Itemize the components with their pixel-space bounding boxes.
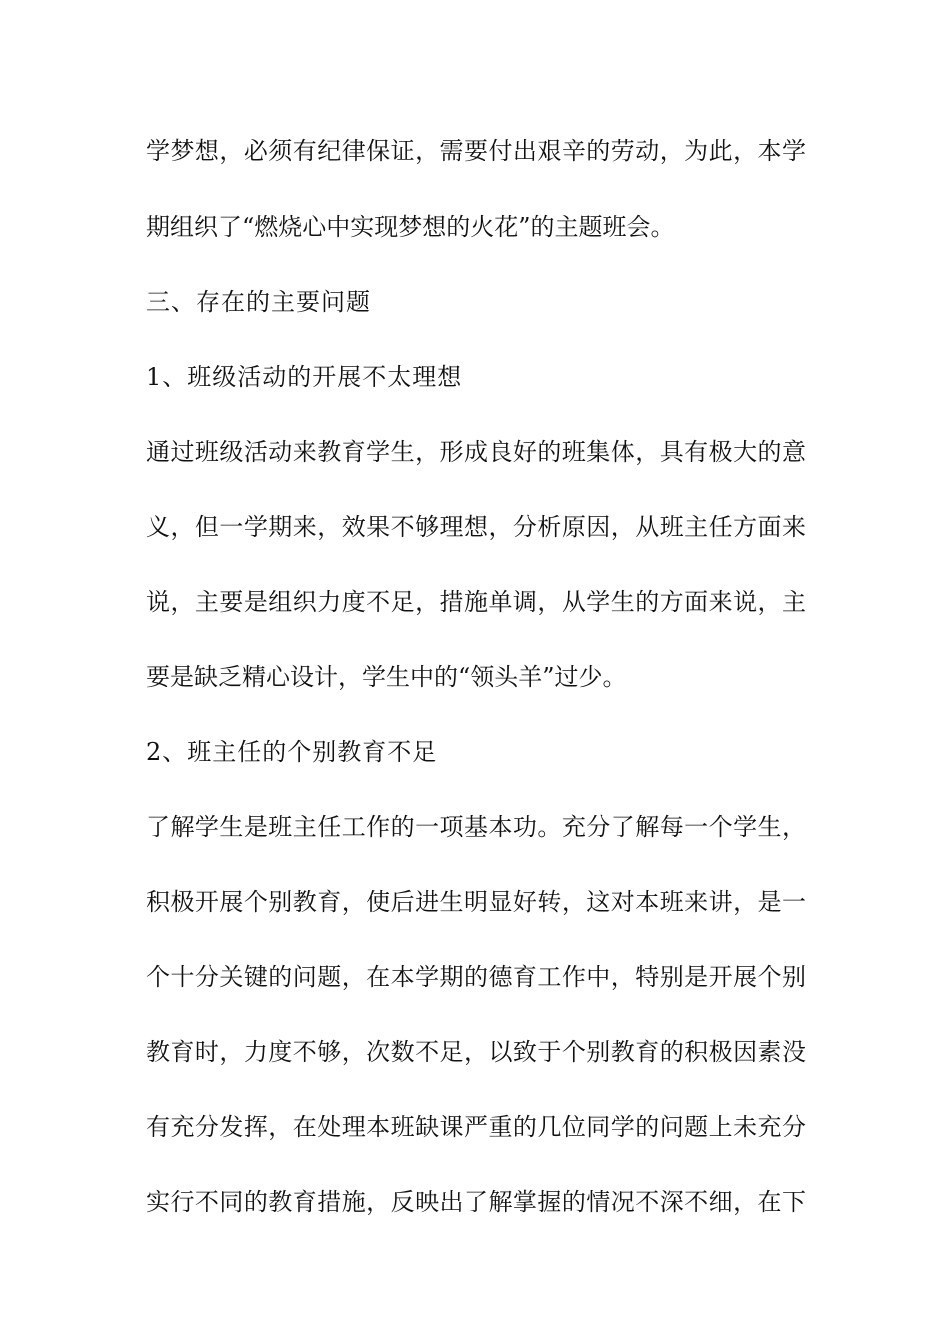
text-line-11: 积极开展个别教育，使后进生明显好转，这对本班来讲，是一 <box>146 888 806 916</box>
text-line-14: 有充分发挥，在处理本班缺课严重的几位同学的问题上未充分 <box>146 1113 806 1141</box>
text-line-12: 个十分关键的问题，在本学期的德育工作中，特别是开展个别 <box>146 963 806 991</box>
text-line-8: 要是缺乏精心设计，学生中的“领头羊”过少。 <box>146 663 627 691</box>
text-line-1: 学梦想，必须有纪律保证，需要付出艰辛的劳动，为此，本学 <box>146 137 806 165</box>
text-line-15: 实行不同的教育措施，反映出了解掌握的情况不深不细，在下 <box>146 1188 806 1216</box>
subheading-1: 1、班级活动的开展不太理想 <box>146 363 463 391</box>
text-line-2: 期组织了“燃烧心中实现梦想的火花”的主题班会。 <box>146 213 675 241</box>
text-line-5: 通过班级活动来教育学生，形成良好的班集体，具有极大的意 <box>146 438 806 466</box>
text-line-10: 了解学生是班主任工作的一项基本功。充分了解每一个学生， <box>146 813 806 841</box>
subheading-2: 2、班主任的个别教育不足 <box>146 738 438 766</box>
text-line-6: 义，但一学期来，效果不够理想，分析原因，从班主任方面来 <box>146 513 806 541</box>
text-line-13: 教育时，力度不够，次数不足，以致于个别教育的积极因素没 <box>146 1038 806 1066</box>
section-heading-3: 三、存在的主要问题 <box>146 288 371 316</box>
text-line-7: 说，主要是组织力度不足，措施单调，从学生的方面来说，主 <box>146 588 806 616</box>
